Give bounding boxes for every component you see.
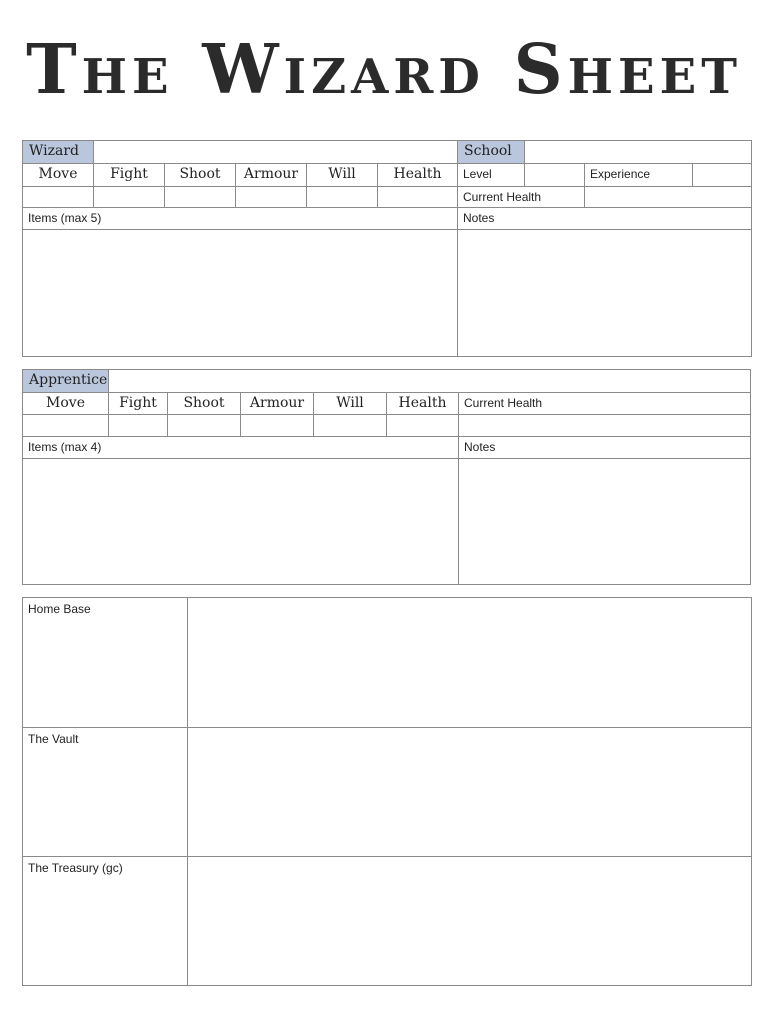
apprentice-notes-label: Notes: [459, 437, 750, 459]
page-title: The Wizard Sheet: [26, 30, 742, 110]
apprentice-stat-shoot-field[interactable]: [168, 415, 241, 437]
apprentice-notes-area[interactable]: [459, 459, 750, 584]
treasury-field[interactable]: [188, 857, 751, 985]
wizard-school-field[interactable]: [525, 141, 751, 164]
apprentice-stat-armour-field[interactable]: [241, 415, 314, 437]
wizard-stat-fight-field[interactable]: [94, 187, 165, 208]
wizard-stat-shoot-header: Shoot: [165, 164, 236, 187]
apprentice-stat-armour-header: Armour: [241, 393, 314, 415]
wizard-notes-label: Notes: [458, 208, 751, 230]
vault-field[interactable]: [188, 728, 751, 857]
apprentice-stat-health-header: Health: [387, 393, 459, 415]
base-section: [22, 597, 752, 986]
home-base-label: Home Base: [23, 598, 188, 728]
wizard-experience-field[interactable]: [693, 164, 751, 187]
wizard-notes-area[interactable]: [458, 230, 751, 356]
wizard-stat-will-field[interactable]: [307, 187, 378, 208]
apprentice-stat-fight-header: Fight: [109, 393, 168, 415]
wizard-current-health-label: Current Health: [458, 187, 585, 208]
apprentice-stat-health-field[interactable]: [387, 415, 459, 437]
wizard-current-health-field[interactable]: [585, 187, 751, 208]
wizard-stat-move-header: Move: [23, 164, 94, 187]
apprentice-section: [22, 369, 751, 585]
wizard-stat-armour-field[interactable]: [236, 187, 307, 208]
apprentice-stat-fight-field[interactable]: [109, 415, 168, 437]
wizard-stat-health-field[interactable]: [378, 187, 458, 208]
wizard-items-label: Items (max 5): [23, 208, 458, 230]
wizard-name-field[interactable]: [94, 141, 458, 164]
wizard-stat-will-header: Will: [307, 164, 378, 187]
wizard-school-label: School: [458, 141, 525, 164]
apprentice-stat-will-field[interactable]: [314, 415, 387, 437]
treasury-label: The Treasury (gc): [23, 857, 188, 985]
wizard-stat-fight-header: Fight: [94, 164, 165, 187]
wizard-stat-armour-header: Armour: [236, 164, 307, 187]
home-base-field[interactable]: [188, 598, 751, 728]
apprentice-name-label: Apprentice: [23, 370, 109, 393]
apprentice-current-health-label: Current Health: [459, 393, 750, 415]
apprentice-stat-move-field[interactable]: [23, 415, 109, 437]
apprentice-items-label: Items (max 4): [23, 437, 459, 459]
wizard-stat-move-field[interactable]: [23, 187, 94, 208]
wizard-stat-shoot-field[interactable]: [165, 187, 236, 208]
wizard-level-field[interactable]: [525, 164, 585, 187]
apprentice-current-health-field[interactable]: [459, 415, 750, 437]
apprentice-stat-move-header: Move: [23, 393, 109, 415]
apprentice-items-area[interactable]: [23, 459, 459, 584]
wizard-level-label: Level: [458, 164, 525, 187]
wizard-stat-health-header: Health: [378, 164, 458, 187]
wizard-experience-label: Experience: [585, 164, 693, 187]
vault-label: The Vault: [23, 728, 188, 857]
apprentice-stat-shoot-header: Shoot: [168, 393, 241, 415]
wizard-name-label: Wizard: [23, 141, 94, 164]
apprentice-stat-will-header: Will: [314, 393, 387, 415]
apprentice-name-field[interactable]: [109, 370, 750, 393]
wizard-section: [22, 140, 752, 357]
wizard-items-area[interactable]: [23, 230, 458, 356]
